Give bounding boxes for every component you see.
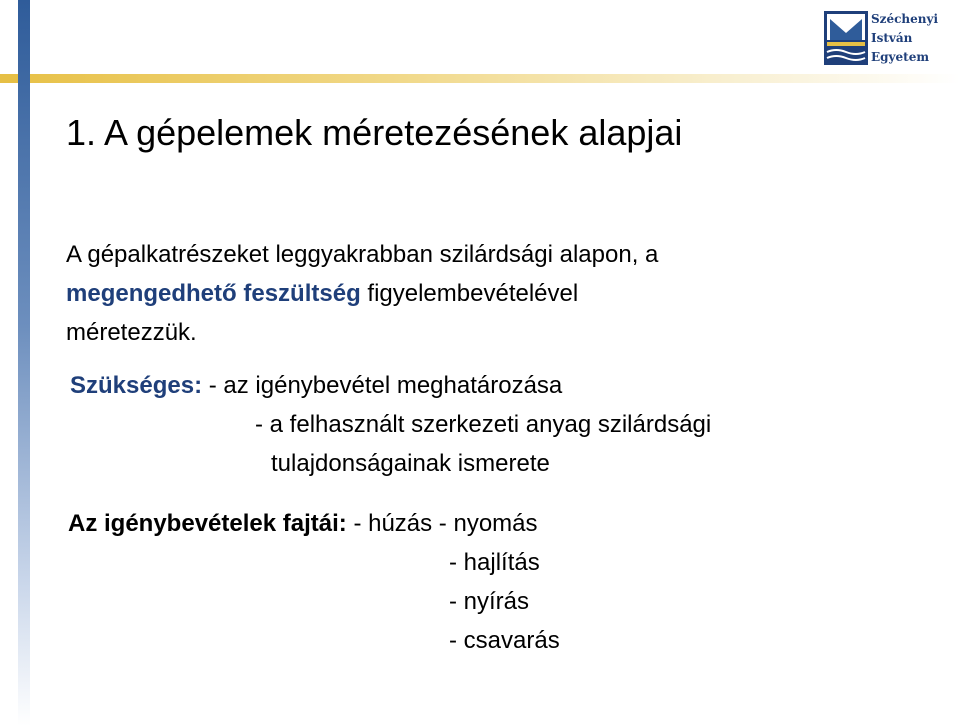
load-type-item-1: - húzás - nyomás (353, 510, 538, 537)
requirement-item-1: - az igénybevétel meghatározása (208, 372, 563, 399)
intro-text-3: méretezzük. (66, 319, 197, 346)
page-title: 1. A gépelemek méretezésének alapjai (66, 112, 683, 153)
university-logo-text (871, 10, 938, 67)
intro-bold-allowable: megengedhető (66, 280, 237, 307)
logo-line-3: Egyetem (871, 50, 930, 64)
left-accent-bar (18, 0, 30, 726)
intro-text-1: A gépalkatrészeket leggyakrabban szilárdsági alapon, a (66, 241, 659, 268)
intro-bold-stress: feszültség (243, 280, 361, 307)
load-types-label: Az igénybevételek fajtái: (68, 510, 347, 537)
university-logo-mark (824, 11, 868, 65)
university-logo (824, 8, 954, 68)
intro-text-2: figyelembevételével (367, 280, 579, 307)
logo-line-1: Széchenyi (871, 12, 939, 26)
logo-line-2: István (871, 31, 913, 45)
load-type-item-2: - hajlítás (449, 549, 540, 576)
requirements-label: Szükséges: (70, 372, 203, 399)
intro-paragraph (66, 235, 886, 352)
requirement-item-2-line-1: - a felhasznált szerkezeti anyag szilárdsági (255, 411, 712, 438)
load-type-item-3: - nyírás (449, 588, 530, 615)
top-accent-bar (30, 74, 960, 83)
requirement-item-2-line-2: tulajdonságainak ismerete (271, 450, 550, 477)
top-accent-corner (0, 74, 18, 83)
load-type-item-4: - csavarás (449, 627, 560, 654)
